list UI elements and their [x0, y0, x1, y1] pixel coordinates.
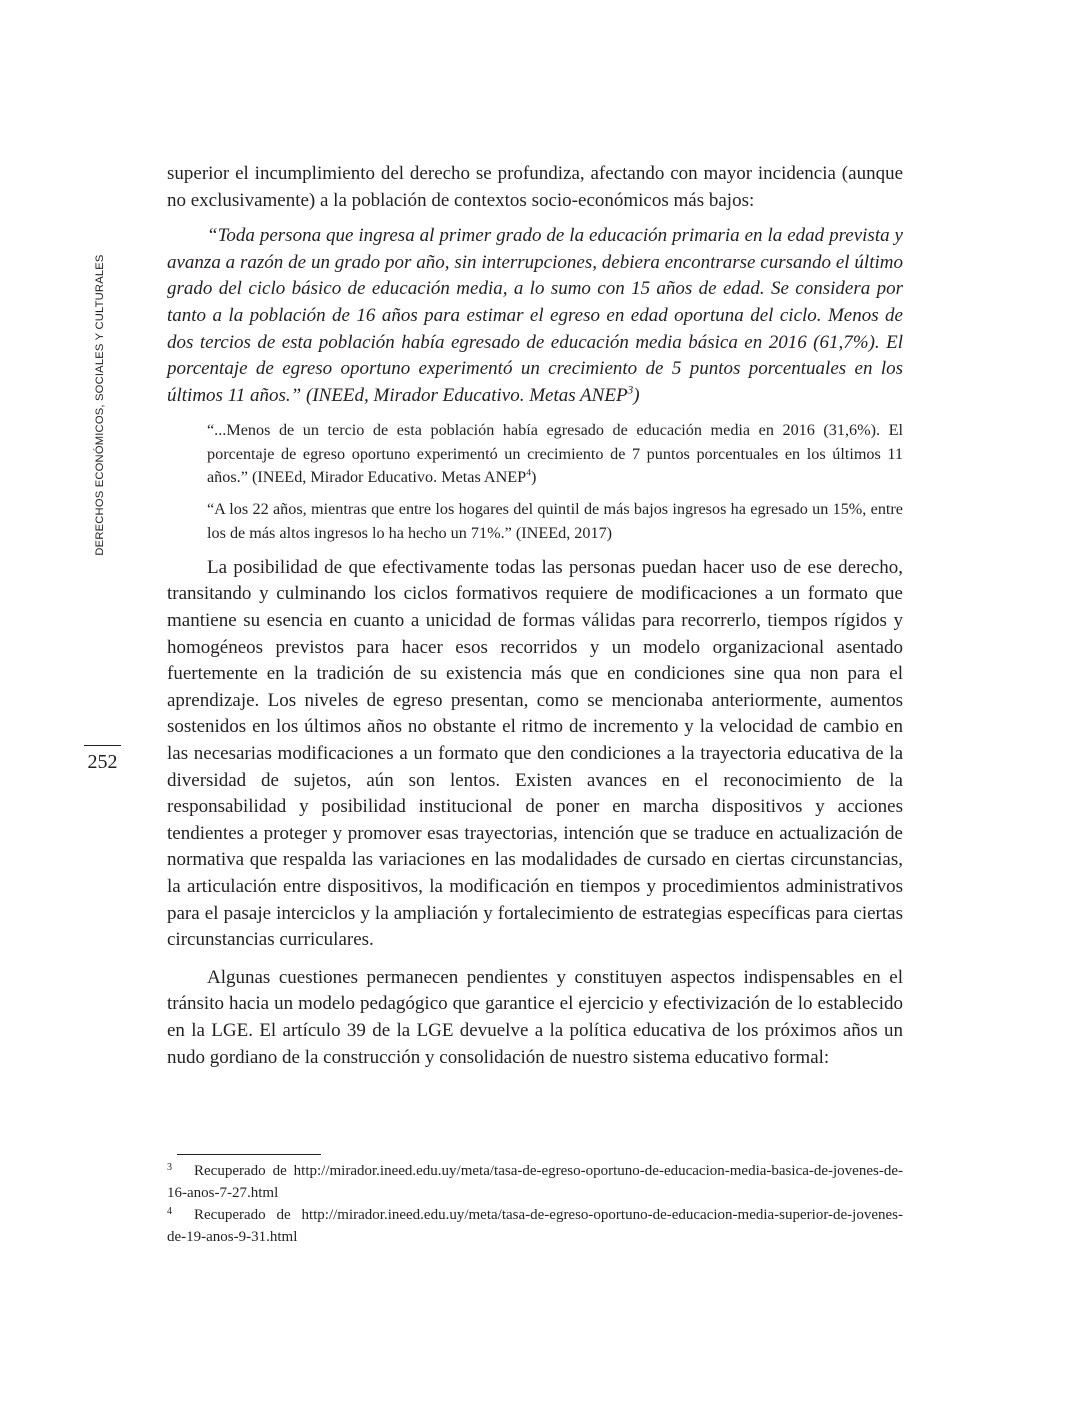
- footnote-ref-4: 4: [526, 467, 532, 479]
- running-header: DERECHOS ECONÓMICOS, SOCIALES Y CULTURALES: [94, 254, 106, 556]
- quote-close: ): [531, 467, 537, 486]
- footnote-mark: 3: [167, 1162, 172, 1173]
- body-column: [167, 161, 903, 1071]
- page-number: 252: [87, 751, 118, 773]
- footnote-rule: [177, 1154, 321, 1155]
- quote-ineed-basica: [167, 223, 903, 409]
- quote-ineed-superior: [207, 419, 903, 489]
- quote-text: “Toda persona que ingresa al primer grado de la educación primaria en la edad prevista y avanza a razón de un grado por año, sin interrupciones, debiera encontrarse cursando el último grado del ciclo básico de educación media, a lo sumo con 15 años de edad. Se considera por tanto a la población de 16 años para estimar el egreso en edad oportuna del ciclo. Menos de dos tercios de esta población había egresado de educación media básica en 2016 (61,7%). El porcentaje de egreso oportuno experimentó un crecimiento de 5 puntos porcentuales en los últimos 11 años.” (INEEd, Mirador Educativo. Metas ANEP: [167, 225, 903, 406]
- footnote-3: [167, 1161, 903, 1204]
- quote-text: “...Menos de un tercio de esta población había egresado de educación media en 2016 (31,6%). El porcentaje de egreso oportuno experimentó un crecimiento de 7 puntos porcentuales en los últimos 11 años.” (INEEd, Mirador Educativo. Metas ANEP: [207, 421, 903, 486]
- footnote-text: Recuperado de http://mirador.ineed.edu.uy/meta/tasa-de-egreso-oportuno-de-educacion-media-superior-de-jovenes-de-19-anos-9-31.html: [167, 1207, 903, 1245]
- paragraph-posibilidad: La posibilidad de que efectivamente todas las personas puedan hacer uso de ese derecho, transitando y culminando los ciclos formativos requiere de modificaciones a un formato que mantiene su esencia en cuanto a unicidad de formas válidas para recorrerlo, tiempos rígidos y homogéneos previstos para hacer esos recorridos y un modelo organizacional asentado fuertemente en la tradición de su existencia más que en condiciones sine qua non para el aprendizaje. Los niveles de egreso presentan, como se mencionaba anteriormente, aumentos sostenidos en los últimos años no obstante el ritmo de incremento y la velocidad de cambio en las necesarias modificaciones a un formato que den condiciones a la trayectoria educativa de la diversidad de sujetos, aún son lentos. Existen avances en el reconocimiento de la responsabilidad y posibilidad institucional de poner en marcha dispositivos y acciones tendientes a proteger y promover esas trayectorias, intención que se traduce en actualización de normativa que respalda las variaciones en las modalidades de cursado en ciertas circunstancias, la articulación entre dispositivos, la modificación en tiempos y procedimientos administrativos para el pasaje interciclos y la ampliación y fortalecimiento de estrategias específicas para ciertas circunstancias curriculares.: [167, 556, 903, 951]
- footnote-mark: 4: [167, 1206, 172, 1217]
- quote-ineed-quintil: “A los 22 años, mientras que entre los hogares del quintil de más bajos ingresos ha egresado un 15%, entre los de más altos ingresos lo ha hecho un 71%.” (INEEd, 2017): [207, 500, 903, 542]
- paragraph-intro: superior el incumplimiento del derecho se profundiza, afectando con mayor incidencia (aunque no exclusivamente) a la población de contextos socio-económicos más bajos:: [167, 163, 903, 211]
- footnote-ref-3: 3: [627, 384, 634, 397]
- quote-close: ): [633, 384, 640, 406]
- page-number-rule: [84, 745, 121, 746]
- paragraph-cuestiones: Algunas cuestiones permanecen pendientes y constituyen aspectos indispensables en el tránsito hacia un modelo pedagógico que garantice el ejercicio y efectivización de lo establecido en la LGE. El artículo 39 de la LGE devuelve a la política educativa de los próximos años un nudo gordiano de la construcción y consolidación de nuestro sistema educativo formal:: [167, 966, 903, 1068]
- footnote-text: Recuperado de http://mirador.ineed.edu.uy/meta/tasa-de-egreso-oportuno-de-educacion-media-basica-de-jovenes-de-16-anos-7-27.html: [167, 1163, 903, 1201]
- footnote-4: [167, 1205, 903, 1248]
